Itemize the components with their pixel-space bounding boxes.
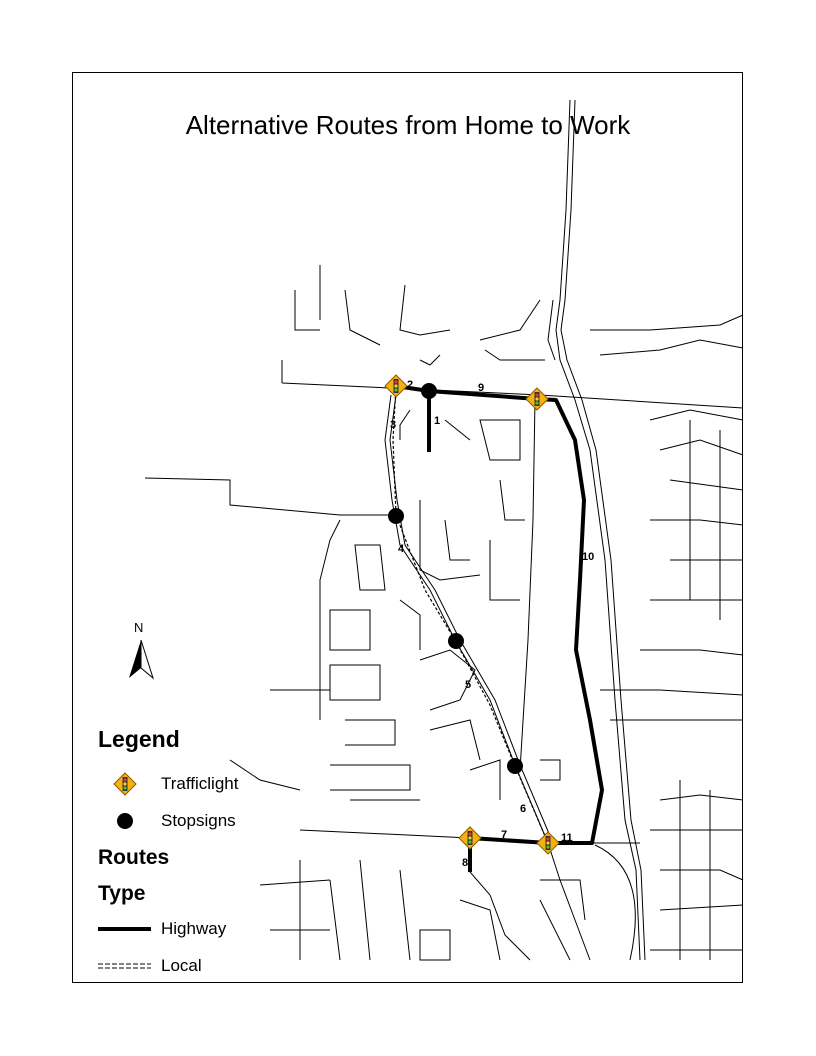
map-title: Alternative Routes from Home to Work	[185, 110, 631, 140]
route-label-7: 7	[501, 829, 508, 841]
legend-local-label: Local	[161, 956, 202, 975]
route-label-5: 5	[465, 679, 472, 691]
highway-route	[396, 386, 602, 872]
route-label-3: 3	[390, 419, 397, 431]
route-label-2: 2	[407, 379, 414, 391]
legend-routes-heading: Routes	[98, 846, 170, 869]
trafficlight-marker	[459, 827, 481, 849]
stopsign-marker	[421, 383, 437, 399]
route-labels	[390, 379, 594, 869]
north-label: N	[134, 620, 144, 635]
route-label-8: 8	[462, 857, 469, 869]
local-route	[393, 386, 548, 843]
trafficlight-markers	[385, 375, 559, 854]
route-label-6: 6	[520, 803, 527, 815]
route-label-11: 11	[561, 832, 573, 844]
north-arrow-icon	[129, 640, 153, 678]
stopsign-marker	[507, 758, 523, 774]
trafficlight-marker	[537, 832, 559, 854]
legend-title: Legend	[98, 726, 180, 752]
stopsign-marker	[448, 633, 464, 649]
route-label-10: 10	[582, 551, 595, 563]
legend-local-line	[98, 964, 151, 968]
trafficlight-marker	[385, 375, 407, 397]
legend-stopsigns-label: Stopsigns	[161, 811, 236, 830]
legend-stopsign-icon	[117, 813, 133, 829]
route-label-4: 4	[398, 543, 405, 555]
stopsign-marker	[388, 508, 404, 524]
street-network	[145, 100, 743, 960]
legend-trafficlight-label: Trafficlight	[161, 774, 239, 793]
legend-highway-label: Highway	[161, 919, 227, 938]
legend-type-heading: Type	[98, 882, 146, 905]
route-label-1: 1	[434, 415, 441, 427]
route-label-9: 9	[478, 382, 485, 394]
trafficlight-marker	[526, 388, 548, 410]
legend-trafficlight-icon	[114, 773, 136, 795]
